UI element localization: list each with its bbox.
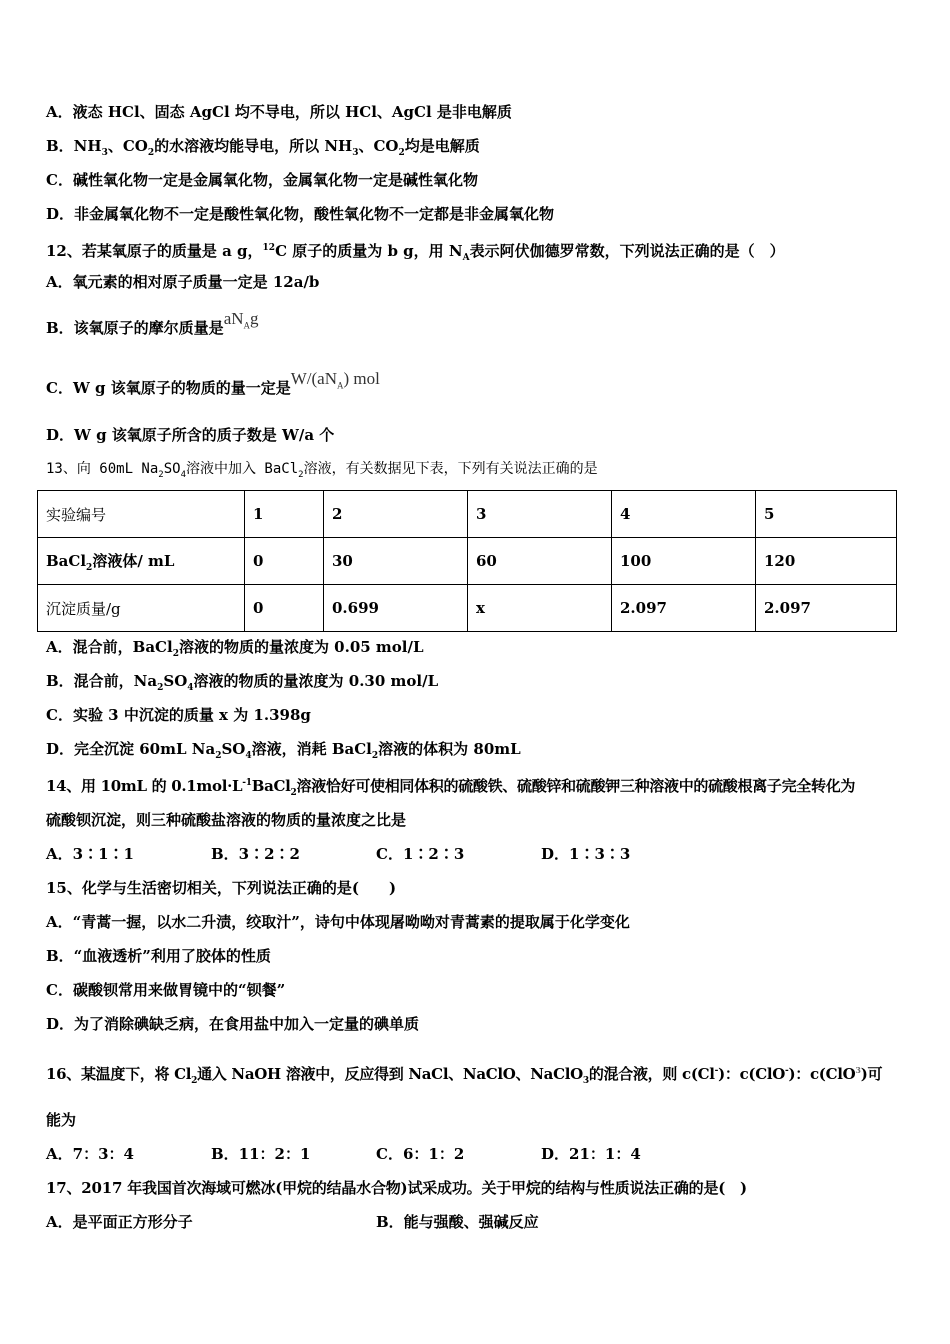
q16-option-c: C．6：1：2 [376,1145,465,1163]
table-cell: 0 [245,585,324,632]
q16-options [46,1144,706,1164]
q12-option-d: D．W g 该氧原子所含的质子数是 W/a 个 [46,426,335,444]
table-row [38,538,897,585]
table-header-cell: 3 [468,491,612,538]
q12-stem: 12、若某氧原子的质量是 a g，$^{12}$C 原子的质量为 b g，用 $N_A$表示阿伏伽德罗常数，下列说法正确的是（ ） [46,242,785,263]
q16-stem-line2: 能为 [46,1111,77,1129]
table-cell: 60 [468,538,612,585]
q17-option-a: A．是平面正方形分子 [46,1213,193,1231]
q17-stem: 17、2017 年我国首次海域可燃冰(甲烷的结晶水合物)试采成功。关于甲烷的结构与性质说法正确的是( ) [46,1179,747,1197]
table-cell: 100 [612,538,756,585]
table-cell: 2.097 [756,585,897,632]
table-cell: 120 [756,538,897,585]
q11-option-c: C．碱性氧化物一定是金属氧化物，金属氧化物一定是碱性氧化物 [46,171,478,189]
table-cell: 2.097 [612,585,756,632]
q15-option-b: B．“血液透析”利用了胶体的性质 [46,947,271,965]
q12-b-formula: $aN_Ag$ [223,309,259,331]
q13-option-b: B．混合前，$Na_2SO_4$溶液的物质的量浓度为 0.30 mol/L [46,672,439,693]
q14-stem-line2: 硫酸钡沉淀，则三种硫酸盐溶液的物质的量浓度之比是 [46,811,407,829]
q16-option-b: B．11：2：1 [211,1145,311,1163]
q13-option-d: D．完全沉淀 60mL $Na_2SO_4$溶液，消耗 BaCl$_2$溶液的体积为 80mL [46,740,521,761]
table-header-cell: 实验编号 [38,491,245,538]
q15-option-a: A．“青蒿一握，以水二升渍，绞取汁”，诗句中体现屠呦呦对青蒿素的提取属于化学变化 [46,913,630,931]
table-cell: 0.699 [324,585,468,632]
q15-option-c: C．碳酸钡常用来做胃镜中的“钡餐” [46,981,286,999]
table-row-label: BaCl$_2$溶液体/ mL [38,538,245,585]
q15-option-d: D．为了消除碘缺乏病，在食用盐中加入一定量的碘单质 [46,1015,420,1033]
q14-option-c: C．1∶2∶3 [376,845,465,863]
q12-option-b: B．该氧原子的摩尔质量是$aN_Ag$ [46,309,259,337]
q13-option-c: C．实验 3 中沉淀的质量 x 为 1.398g [46,706,311,724]
table-header-cell: 4 [612,491,756,538]
q12-option-c: C．W g 该氧原子的物质的量一定是$W/(aN_A)$ mol [46,369,380,397]
table-cell: 0 [245,538,324,585]
q14-option-d: D．1∶3∶3 [541,845,631,863]
q17-option-b: B．能与强酸、强碱反应 [376,1213,539,1231]
table-header-cell: 5 [756,491,897,538]
q11-option-a: A．液态 HCl、固态 AgCl 均不导电，所以 HCl、AgCl 是非电解质 [46,103,512,121]
table-row [38,491,897,538]
q12-c-formula: $W/(aN_A)$ mol [290,369,380,391]
table-cell: x [468,585,612,632]
q16-option-a: A．7：3：4 [46,1145,134,1163]
q15-stem: 15、化学与生活密切相关，下列说法正确的是( ) [46,879,397,897]
q13-stem: 13、向 60mL $Na_2SO_4$溶液中加入 BaCl$_2$溶液，有关数据见下表，下列有关说法正确的是 [46,461,598,480]
q14-option-b: B．3∶2∶2 [211,845,300,863]
q11-option-d: D．非金属氧化物不一定是酸性氧化物，酸性氧化物不一定都是非金属氧化物 [46,205,555,223]
q13-data-table [37,490,897,632]
table-row-label: 沉淀质量/g [38,585,245,632]
q14-option-a: A．3∶1∶1 [46,845,134,863]
table-header-cell: 2 [324,491,468,538]
q16-option-d: D．21：1：4 [541,1145,641,1163]
q14-stem-line1: 14、用 10mL 的 $0.1mol\cdot L^{-1}BaCl_2$溶液恰好可使相同体积的硫酸铁、硫酸锌和硫酸钾三种溶液中的硫酸根离子完全转化为 [46,777,856,798]
q13-option-a: A．混合前，BaCl$_2$溶液的物质的量浓度为 0.05 mol/L [46,638,424,659]
q17-options [46,1212,539,1232]
table-cell: 30 [324,538,468,585]
table-row [38,585,897,632]
q16-stem-line1: 16、某温度下，将 $Cl_2$通入 NaOH 溶液中，反应得到 NaCl、NaClO、NaClO$_3$的混合液，则 c(Cl-)：c(ClO-)：c(ClO$^3$)可 [46,1065,883,1086]
table-header-cell: 1 [245,491,324,538]
q14-options [46,844,706,864]
q11-option-b: B．$NH_3$、$CO_2$的水溶液均能导电，所以 $NH_3$、$CO_2$均是电解质 [46,137,480,158]
q12-option-a: A．氧元素的相对原子质量一定是 12a/b [46,273,320,291]
